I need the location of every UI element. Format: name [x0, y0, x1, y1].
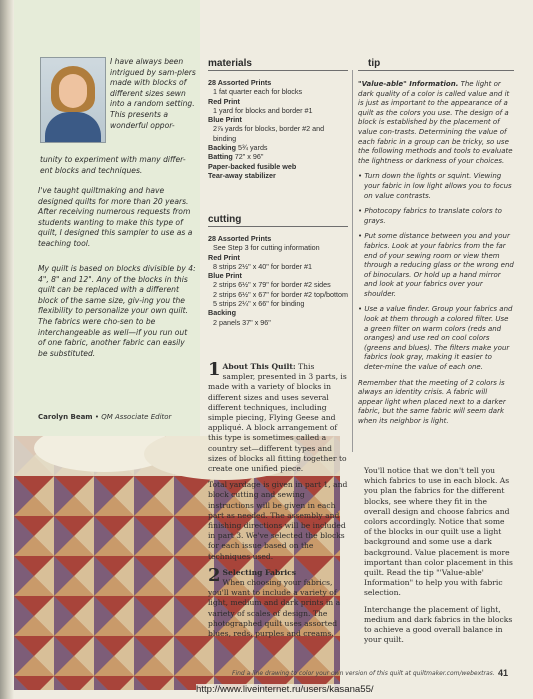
materials-item: Batting 72" x 96" [208, 152, 264, 162]
tip-heading: tip [368, 58, 381, 69]
cutting-heading: cutting [208, 214, 242, 225]
about-paragraph-2: Total yardage is given in part 1, and block cutting and sewing instructions will be given in each part as needed. The assembly and finishing directions will be included in part 3. We've selected the blocks for each issue based on the techniques used. [208, 480, 348, 561]
tip-closing: Remember that the meeting of 2 colors is always an identity crisis. A fabric will appear light when placed next to a darker fabric, but the same fabric will seem dark when its neighbor is light. [358, 378, 506, 425]
about-text: This sampler, presented in 3 parts, is made with a variety of blocks in different sizes and uses several different techniques, including simple piecing, Flying Geese and appliqué. A block arrangement of this type is sometimes called a country set—different types and sizes of blocks all fitting together to create one unified piece. [208, 362, 347, 474]
cutting-item: 2 strips 6½" x 67" for border #2 top/bottom [213, 289, 348, 299]
intro-text-top: I have always been intrigued by sam-plers made with blocks of different sizes sewn into a random setting. This presents a wonderful oppor- [110, 57, 196, 130]
cutting-item: 2 panels 37" x 96" [213, 317, 271, 327]
materials-item: 1 fat quarter each for blocks [213, 87, 303, 97]
author-photo [40, 57, 106, 143]
about-title: About This Quilt: [222, 362, 296, 371]
selecting-title: Selecting Fabrics [222, 567, 297, 577]
intro-text-bottom: tunity to experiment with many differ-ent blocks and techniques. [40, 155, 186, 175]
about-section [208, 359, 348, 645]
tip-intro: The light or dark quality of a color is called value and it is just as important to the appearance of a quilt as the colors you use. The design of a block is established by the placement of value con-trasts. Determining the value of each fabric in a group can be tricky, so use the following methods and tools to evaluate the lightness or darkness of your choices. [358, 80, 513, 165]
right-paragraph-1: You'll notice that we don't tell you which fabrics to use in each block. As you plan the fabrics for the different blocks, see where they fit in the overall design and choose fabrics and colors accordingly. Notice that some of the blocks in our quilt use a light background and some use a dark background. Value placement is more important than color placement in this quilt. Read the tip "'Value-able' Information" to help you with fabric selection. [364, 466, 513, 598]
materials-item: 28 Assorted Prints [208, 78, 272, 87]
cutting-item: See Step 3 for cutting information [213, 243, 320, 253]
author-credit: Carolyn Beam • QM Associate Editor [38, 413, 172, 421]
materials-heading: materials [208, 58, 252, 69]
materials-item: 1 yard for blocks and border #1 [213, 105, 313, 115]
step-number-1: 1 [208, 359, 221, 380]
cutting-item: Blue Print [208, 271, 242, 281]
cutting-item: 2 strips 6½" x 79" for border #2 sides [213, 280, 331, 290]
page-number: 41 [498, 668, 509, 678]
right-paragraph-2: Interchange the placement of light, medium and dark fabrics in the blocks to achieve a good overall balance in your quilt. [364, 604, 513, 645]
materials-list [208, 78, 348, 180]
step-number-2: 2 [208, 564, 221, 586]
cutting-item: 8 strips 2½" x 40" for border #1 [213, 261, 312, 271]
fabric-notes [364, 466, 514, 651]
page-gutter-shadow [0, 0, 14, 699]
left-paragraph-2: My quilt is based on blocks divisible by 4: 4", 8" and 12". Any of the blocks in this quilt can be replaced with a different block of the same size, giv-ing you the flexibility to personalize your own quilt. The fabrics were cho-sen to be interchangeable as well—if you run out of one fabric, another fabric can easily be substituted. [38, 264, 196, 358]
materials-item: 2⅞ yards for blocks, border #2 and binding [213, 124, 325, 143]
materials-item: Paper-backed fusible web [208, 161, 297, 171]
tip-bullet: • Put some distance between you and your fabrics. Look at your fabrics from the far end of your sewing room or view them through a reducing glass or the wrong end of binoculars. Or hold up a hand mirror and look at your fabrics over your shoulder. [358, 232, 514, 298]
watermark-url: http://www.liveinternet.ru/users/kasana55/ [196, 684, 374, 695]
tip-box [358, 80, 514, 433]
materials-item: Blue Print [208, 115, 242, 125]
cutting-list [208, 234, 348, 327]
cutting-item: Backing [208, 308, 236, 318]
materials-item: Tear-away stabilizer [208, 170, 276, 180]
left-paragraph-1: I've taught quiltmaking and have designed quilts for more than 20 years. After receiving numerous requests from students wanting to make this type of quilt, I designed this sampler to use as a teaching tool. [38, 186, 193, 248]
materials-item: Backing 5¾ yards [208, 143, 268, 153]
tip-bullet: • Use a value finder. Group your fabrics and look at them through a colored filter. Use a green filter on warm colors (reds and oranges) and use red on cool colors (greens and blues). The filters make your fabrics look gray, making it easier to deter-mine the value of each one. [358, 305, 513, 372]
materials-item: Red Print [208, 96, 240, 106]
cutting-item: Red Print [208, 252, 240, 262]
tip-bullet: • Photocopy fabrics to translate colors to grays. [358, 207, 502, 225]
selecting-text: When choosing your fabrics, you'll want to include a variety of light, medium and dark prints in a variety of scales of design. The photographed quilt uses assorted blues, reds, purples and creams. [208, 578, 341, 639]
materials-rule [208, 70, 348, 71]
cutting-item: 28 Assorted Prints [208, 234, 272, 243]
tip-bullet: • Turn down the lights or squint. Viewing your fabric in low light allows you to focus on value contrasts. [358, 172, 512, 200]
cutting-item: 5 strips 2¼" x 66" for binding [213, 299, 305, 309]
tip-title: "Value-able" Information. [358, 80, 459, 88]
tip-rule [358, 70, 514, 71]
cutting-rule [208, 226, 348, 227]
footer-note: Find a line drawing to color your own version of this quilt at quiltmaker.com/webextras. [232, 670, 495, 677]
tip-divider [352, 70, 353, 452]
